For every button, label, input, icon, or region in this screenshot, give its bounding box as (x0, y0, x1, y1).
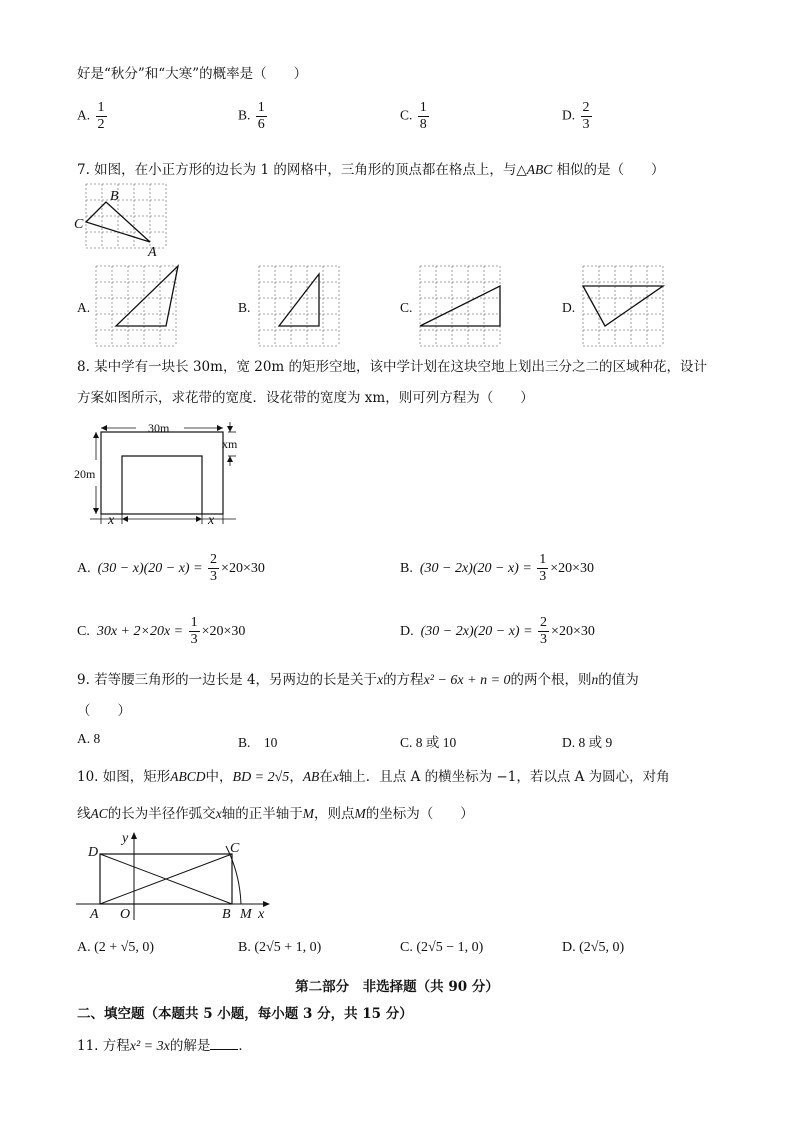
q10-label-c: C (230, 841, 240, 856)
q10-label-b: B (222, 907, 231, 922)
q7-option-d[interactable]: D. (562, 300, 576, 315)
q8-option-c-fraction: $\frac{1}{3}$ (190, 615, 198, 648)
q6-option-d-fraction: $\frac{2}{3}$ (582, 100, 590, 133)
q7-option-c-figure[interactable] (420, 266, 504, 346)
q7-label-a: A (148, 245, 157, 260)
q9-option-d[interactable]: D. 8 或 9 (562, 735, 613, 750)
q10-figure (76, 830, 276, 922)
q7-label-b: B (110, 189, 119, 204)
q11-text: 11. 方程x² = 3x的解是 ． (77, 1038, 252, 1054)
section-heading: 二、填空题（本题共 5 小题，每小题 3 分，共 15 分） (77, 1006, 413, 1022)
q8-option-b[interactable]: B. (30 − 2x)(20 − x) = $\frac{1}{3}$ ×20×30 (400, 552, 595, 585)
q6-option-a-fraction: $\frac{1}{2}$ (97, 100, 105, 133)
q6-option-a[interactable]: A. $\frac{1}{2}$ (77, 100, 105, 133)
q8-inner-flowerbed (122, 456, 202, 514)
q8-line2: 方案如图所示，求花带的宽度．设花带的宽度为 xm，则可列方程为（ ） (77, 390, 534, 406)
q8-label-x-left: x (108, 513, 115, 528)
q6-option-c[interactable]: C. $\frac{1}{8}$ (400, 100, 427, 133)
q7-option-c-triangle (420, 286, 500, 326)
q7-option-a-figure[interactable] (96, 266, 180, 346)
q10-option-c[interactable]: C. (2√5 − 1, 0) (400, 940, 484, 955)
q8-option-d[interactable]: D. (30 − 2x)(20 − x) = $\frac{2}{3}$ ×20×30 (400, 615, 595, 648)
q9-option-a[interactable]: A. 8 (77, 731, 101, 746)
q7-option-a[interactable]: A. (77, 300, 91, 315)
q8-figure (76, 420, 246, 530)
q10-label-d: D (88, 845, 99, 860)
q8-line1: 8. 某中学有一块长 30m，宽 20m 的矩形空地，该中学计划在这块空地上划出三分之二的区域种花，设计 (77, 359, 708, 375)
q10-label-m: M (240, 907, 252, 922)
q8-option-a[interactable]: A. (30 − x)(20 − x) = $\frac{2}{3}$ ×20×30 (77, 552, 265, 585)
q8-option-d-fraction: $\frac{2}{3}$ (540, 615, 548, 648)
q7-reference-figure (74, 184, 170, 260)
q8-option-a-fraction: $\frac{2}{3}$ (210, 552, 218, 585)
q10-label-o: O (120, 907, 131, 922)
q9-option-b[interactable]: B. 10 (238, 735, 278, 750)
q9-paren: （ ） (77, 703, 131, 719)
q7-option-d-figure[interactable] (583, 266, 667, 346)
q8-option-c[interactable]: C. 30x + 2×20x = $\frac{1}{3}$ ×20×30 (77, 615, 246, 648)
q7-label-c: C (74, 217, 84, 232)
q7-option-a-triangle (116, 266, 178, 326)
q10-option-a[interactable]: A. (2 + √5, 0) (77, 940, 155, 955)
q11-answer-blank[interactable] (210, 1037, 238, 1050)
q7-reference-grid (86, 184, 166, 248)
q6-text: 好是“秋分”和“大寒”的概率是（ ） (77, 66, 308, 82)
q10-line2: 线AC的长为半径作弧交x轴的正半轴于M，则点M的坐标为（ ） (77, 806, 474, 822)
q6-option-d[interactable]: D. $\frac{2}{3}$ (562, 100, 590, 133)
q7-option-b-figure[interactable] (259, 266, 343, 346)
q7-option-b[interactable]: B. (238, 300, 251, 315)
q8-outer-rect (101, 432, 223, 514)
q9-text: 9. 若等腰三角形的一边长是 4，另两边的长是关于x的方程x² − 6x + n = 0的两个根，则n的值为 (77, 672, 639, 688)
q6-option-b-fraction: $\frac{1}{6}$ (257, 100, 265, 133)
q7-text: 7. 如图，在小正方形的边长为 1 的网格中，三角形的顶点都在格点上，与△ABC 相似的是（ ） (77, 162, 665, 178)
q10-label-y: y (122, 831, 129, 846)
q7-option-d-triangle (583, 286, 663, 326)
q10-option-d[interactable]: D. (2√5, 0) (562, 940, 625, 955)
q9-option-c[interactable]: C. 8 或 10 (400, 735, 457, 750)
q6-option-b[interactable]: B. $\frac{1}{6}$ (238, 100, 265, 133)
q8-option-b-fraction: $\frac{1}{3}$ (539, 552, 547, 585)
q8-label-30m: 30m (148, 421, 170, 435)
q8-label-20m: 20m (74, 467, 96, 481)
q10-label-x: x (258, 907, 265, 922)
q7-option-c[interactable]: C. (400, 300, 413, 315)
q6-option-c-fraction: $\frac{1}{8}$ (419, 100, 427, 133)
q8-label-xm: xm (222, 437, 238, 451)
q10-label-a: A (90, 907, 99, 922)
q10-line1: 10. 如图，矩形ABCD中，BD = 2√5，AB在x轴上．且点 A 的横坐标为 −1，若以点 A 为圆心，对角 (77, 769, 670, 785)
q8-label-x-right: x (208, 513, 215, 528)
q10-option-b[interactable]: B. (2√5 + 1, 0) (238, 940, 322, 955)
part2-heading: 第二部分 非选择题（共 90 分） (295, 979, 499, 995)
